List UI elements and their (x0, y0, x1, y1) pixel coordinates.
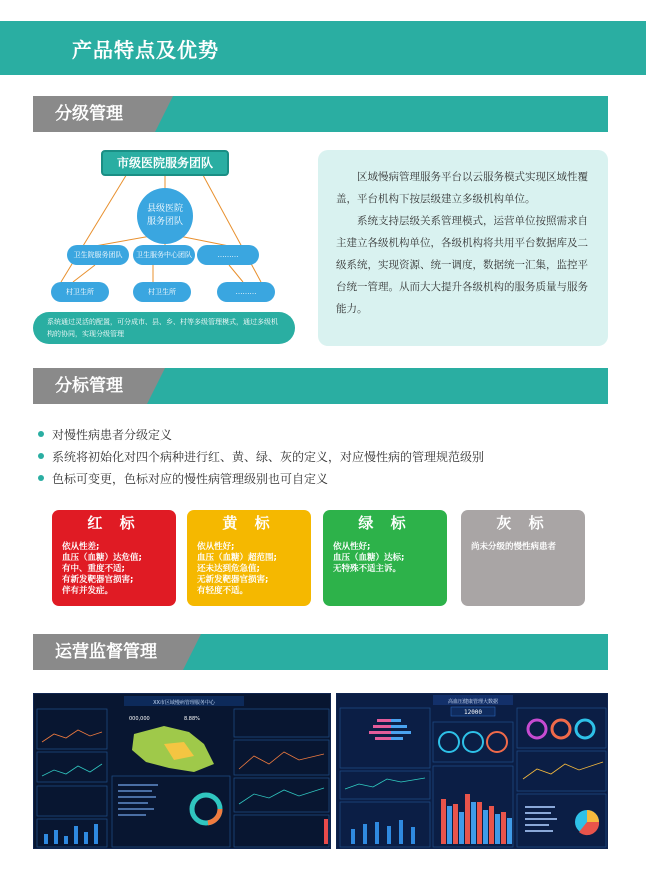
org-node-county (137, 188, 193, 244)
dashboard-left-stat-1: 000,000 (129, 716, 150, 722)
card-green-body: 依从性好; 血压（血糖）达标; 无特殊不适主诉。 (333, 542, 405, 574)
bullet-item: 色标可变更，色标对应的慢性病管理级别也可自定义 (38, 468, 484, 490)
org-node-village-2: 村卫生所 (133, 282, 191, 302)
section-bar-monitoring (33, 634, 608, 670)
section-title-grading: 分级管理 (33, 96, 155, 132)
top-banner (0, 21, 646, 75)
dashboard-right-graphic (337, 694, 608, 849)
org-node-community: 卫生服务中心团队 (133, 245, 195, 265)
card-red (52, 510, 176, 606)
bullet-dot-icon (38, 475, 44, 481)
org-node-county-line2: 服务团队 (146, 217, 183, 227)
card-yellow-body: 依从性好; 血压（血糖）超范围; 还未达到危急值; 无新发靶器官损害; 有轻度不适。 (197, 542, 277, 596)
card-red-body: 依从性差; 血压（血糖）达危值; 有中、重度不适; 有新发靶器官损害; 伴有并发症。 (62, 542, 142, 596)
dashboard-left-title: XX市区域慢病管理服务中心 (153, 700, 215, 706)
org-node-township: 卫生院服务团队 (67, 245, 129, 265)
card-green-title: 绿 标 (358, 514, 412, 532)
section-bar-grading (33, 96, 608, 132)
dashboard-screenshot-right (336, 693, 608, 849)
dashboard-right-title: 高血压健康管理大数据 (447, 699, 499, 705)
org-node-more-mid: ……… (197, 245, 259, 265)
dashboard-right-counter: 12000 (463, 709, 483, 716)
org-node-city: 市级医院服务团队 (101, 150, 229, 176)
bullet-item: 对慢性病患者分级定义 (38, 424, 484, 446)
org-node-more-low: ……… (217, 282, 275, 302)
dashboard-left-stat-2: 8.88% (184, 716, 200, 722)
card-gray-title: 灰 标 (496, 514, 550, 532)
bullet-dot-icon (38, 453, 44, 459)
section-title-monitoring: 运营监督管理 (33, 634, 183, 670)
dashboard-screenshot-left (33, 693, 331, 849)
card-yellow-title: 黄 标 (222, 514, 276, 532)
dashboard-left-graphic (34, 694, 331, 849)
section-bar-labeling (33, 368, 608, 404)
description-paragraph-2: 系统支持层级关系管理模式，运营单位按照需求自主建立各级机构单位，各级机构将共用平台数据库及二级系统，实现资源、统一调度，数据统一汇集，监控平台统一管理。从而大大提升各级机构的服务质量与服务能力。 (336, 215, 588, 315)
card-red-title: 红 标 (87, 514, 141, 532)
org-node-county-line1: 县级医院 (146, 204, 183, 214)
card-green (323, 510, 447, 606)
description-box (318, 150, 608, 346)
description-paragraph-1: 区域慢病管理服务平台以云服务模式实现区域性覆盖，平台机构下按层级建立多级机构单位。 (336, 171, 588, 205)
org-note: 系统通过灵活的配置，可分成市、县、乡、村等多级管理模式，通过多级机构的协同，实现分级管理 (33, 312, 295, 344)
page-title: 产品特点及优势 (72, 38, 219, 62)
card-yellow (187, 510, 311, 606)
org-node-village-1: 村卫生所 (51, 282, 109, 302)
org-chart (33, 150, 303, 345)
card-gray (461, 510, 585, 606)
bullet-dot-icon (38, 431, 44, 437)
bullet-item: 系统将初始化对四个病种进行红、黄、绿、灰的定义，对应慢性病的管理规范级别 (38, 446, 484, 468)
bullet-list (38, 424, 484, 490)
card-gray-body: 尚未分级的慢性病患者 (471, 542, 557, 552)
section-title-labeling: 分标管理 (33, 368, 147, 404)
